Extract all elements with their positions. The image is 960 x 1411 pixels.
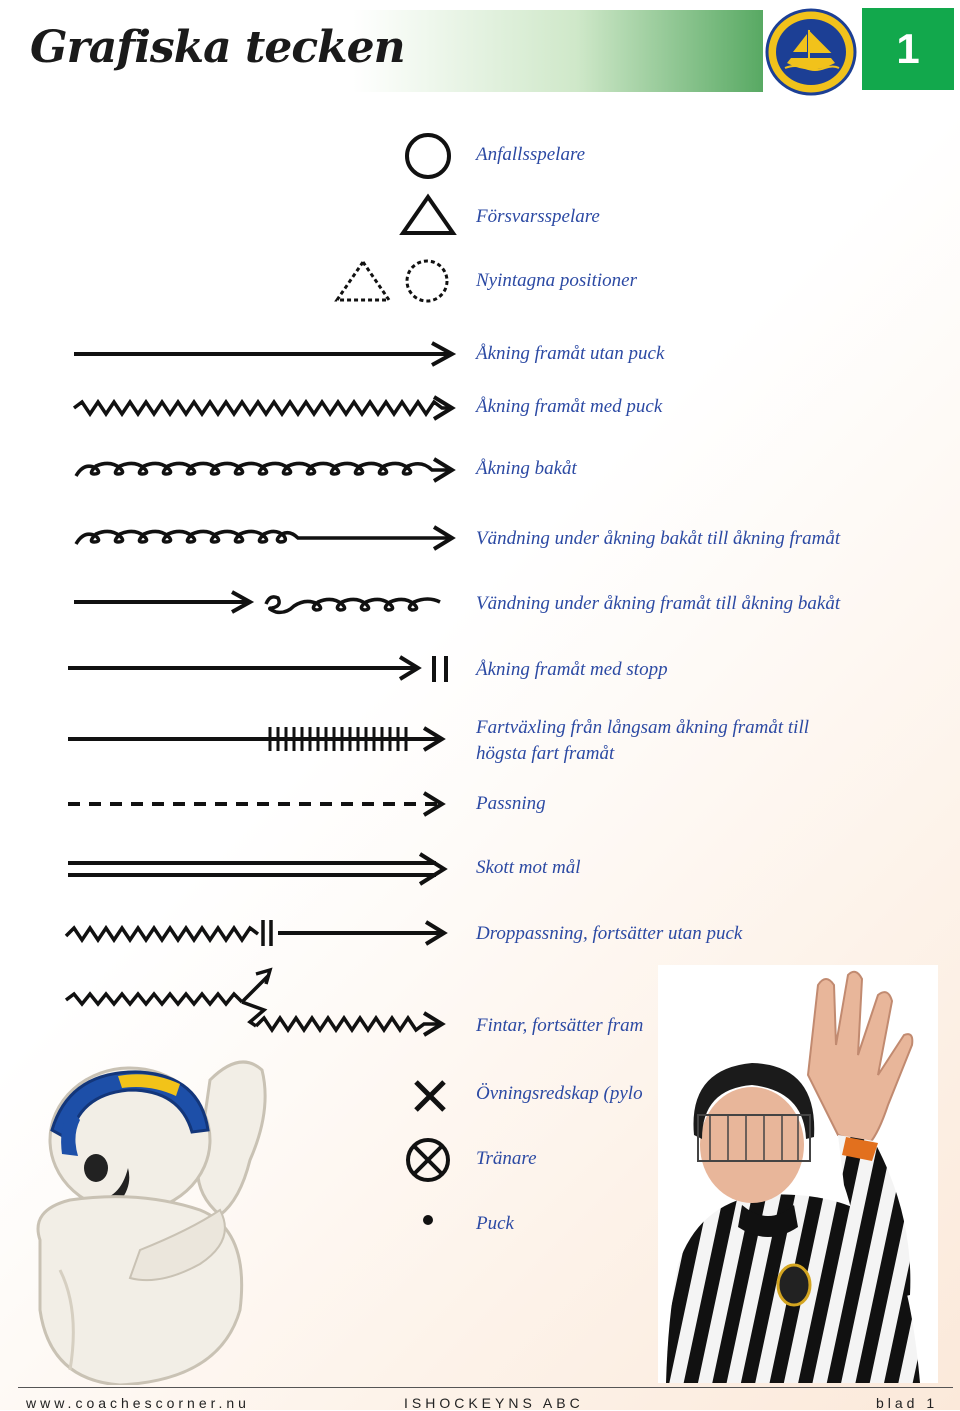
arrow-stop-icon	[66, 654, 460, 686]
label-akning-framat-med-stopp: Åkning framåt med stopp	[476, 659, 668, 680]
hatched-arrow-icon	[66, 723, 460, 755]
triangle-icon	[400, 194, 456, 236]
label-forsvarsspelare: Försvarsspelare	[476, 206, 600, 227]
label-fartvaxling	[476, 715, 809, 767]
dotted-triangle-circle-icon	[335, 258, 455, 304]
label-akning-framat-utan-puck: Åkning framåt utan puck	[476, 343, 665, 364]
double-arrow-icon	[66, 852, 460, 886]
label-passning: Passning	[476, 793, 546, 814]
label-fintar: Fintar, fortsätter fram	[476, 1015, 644, 1036]
loop-to-straight-arrow-icon	[70, 524, 460, 554]
footer-book-title: ISHOCKEYNS ABC	[404, 1395, 584, 1411]
label-tranare: Tränare	[476, 1148, 537, 1169]
zigzag-arrow-icon	[70, 394, 460, 424]
label-puck: Puck	[476, 1213, 514, 1234]
circled-cross-icon	[404, 1136, 452, 1184]
referee-photo	[658, 965, 938, 1383]
footer-sheet-number: blad 1	[876, 1395, 939, 1411]
label-vandning-bakat-framat: Vändning under åkning bakåt till åkning framåt	[476, 528, 841, 549]
label-vandning-framat-bakat: Vändning under åkning framåt till åkning bakåt	[476, 593, 841, 614]
fake-arrow-icon	[64, 966, 460, 1042]
straight-arrow-icon	[70, 340, 460, 370]
footer-website: www.coachescorner.nu	[26, 1395, 250, 1411]
club-crest-ship-icon	[765, 8, 857, 96]
loop-arrow-icon	[70, 456, 460, 486]
circle-icon	[404, 132, 452, 180]
straight-to-loop-arrow-icon	[70, 590, 460, 620]
label-nyintagna: Nyintagna positioner	[476, 270, 637, 291]
label-skott-mot-mal: Skott mot mål	[476, 857, 581, 878]
cross-icon	[410, 1076, 450, 1116]
page-number: 1	[862, 8, 954, 90]
label-fartvaxling-line1: Fartväxling från långsam åkning framåt till	[476, 717, 810, 738]
footer-divider	[18, 1387, 953, 1388]
dashed-arrow-icon	[66, 790, 460, 820]
label-ovningsredskap: Övningsredskap (pylo	[476, 1083, 643, 1104]
mascot-illustration	[0, 1050, 330, 1385]
label-akning-framat-med-puck: Åkning framåt med puck	[476, 396, 663, 417]
page-title: Grafiska tecken	[30, 22, 405, 73]
label-akning-bakat: Åkning bakåt	[476, 458, 577, 479]
label-anfallsspelare: Anfallsspelare	[476, 144, 586, 165]
puck-dot-icon	[420, 1212, 436, 1228]
zigzag-drop-arrow-icon	[64, 916, 460, 950]
label-droppassning: Droppassning, fortsätter utan puck	[476, 923, 743, 944]
label-fartvaxling-line2: högsta fart framåt	[476, 743, 615, 764]
